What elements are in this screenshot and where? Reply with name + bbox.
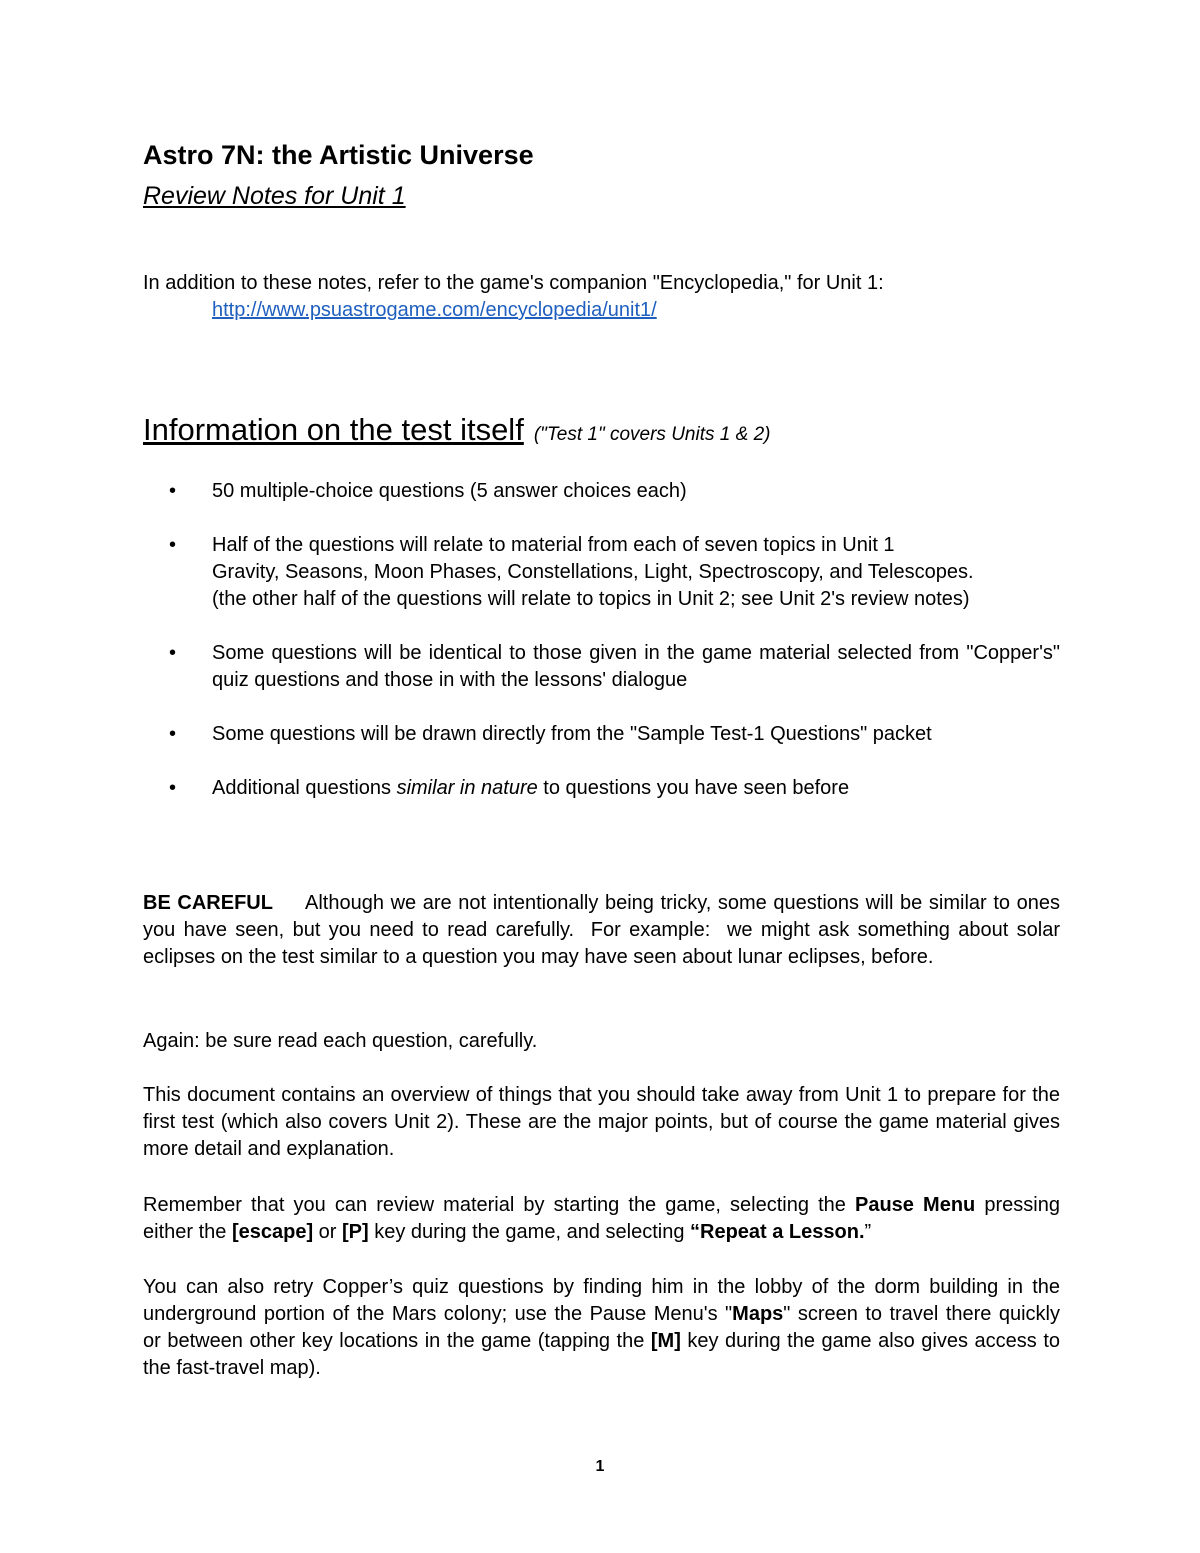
- intro-text: In addition to these notes, refer to the game's companion "Encyclopedia," for Unit 1:: [143, 272, 884, 294]
- bullet-emphasis: similar in nature: [396, 777, 538, 799]
- bullet-text-line: Half of the questions will relate to material from each of seven topics in Unit 1: [212, 534, 895, 556]
- bullet-text: 50 multiple-choice questions (5 answer choices each): [212, 480, 687, 502]
- careful-paragraph: [143, 890, 1066, 971]
- m-key-term: [M]: [650, 1330, 681, 1352]
- document-title: Astro 7N: the Artistic Universe: [143, 140, 534, 170]
- list-item: [143, 478, 1060, 505]
- encyclopedia-link[interactable]: http://www.psuastrogame.com/encyclopedia/unit1/: [212, 299, 657, 321]
- pause-menu-term: Pause Menu: [855, 1194, 976, 1216]
- bullet-text: Some questions will be identical to those given in the game material selected from "Copper's" quiz questions and those in with the lessons' dialogue: [212, 642, 1060, 691]
- bullet-icon: •: [169, 480, 177, 502]
- retry-text: You can also retry Copper’s quiz questions by finding him in the lobby of the dorm building in the underground portion of the Mars colony; use the Pause Menu's ": [143, 1276, 1060, 1325]
- bullet-text: Some questions will be drawn directly from the "Sample Test-1 Questions" packet: [212, 723, 932, 745]
- section-heading-note: ("Test 1" covers Units 1 & 2): [533, 424, 771, 445]
- bullet-text-line: Gravity, Seasons, Moon Phases, Constellations, Light, Spectroscopy, and Telescopes.: [212, 561, 974, 583]
- remember-text: Remember that you can review material by starting the game, selecting the: [143, 1194, 855, 1216]
- remember-paragraph: [143, 1192, 1060, 1246]
- again-paragraph: Again: be sure read each question, carefully.: [143, 1030, 538, 1052]
- p-key-term: [P]: [342, 1221, 369, 1243]
- remember-text: ”: [864, 1221, 872, 1243]
- escape-key-term: [escape]: [231, 1221, 314, 1243]
- list-item: [143, 532, 1060, 613]
- section-heading: [143, 412, 770, 448]
- careful-text: Although we are not intentionally being tricky, some questions will be similar to ones you have seen, but you need to read carefully. For example: we might ask something about solar eclipses on the test similar to a question you may have seen about lunar eclipses, before.: [143, 892, 1066, 968]
- careful-label: BE CAREFUL: [143, 892, 273, 914]
- bullet-text-line: (the other half of the questions will relate to topics in Unit 2; see Unit 2's review notes): [212, 588, 970, 610]
- retry-paragraph: [143, 1274, 1088, 1382]
- list-item: [143, 640, 1060, 694]
- document-subtitle: Review Notes for Unit 1: [143, 182, 406, 210]
- bullet-icon: •: [169, 534, 177, 556]
- section-heading-text: Information on the test itself: [143, 412, 524, 447]
- bullet-icon: •: [169, 723, 177, 745]
- remember-text: pressing either the: [143, 1194, 1060, 1243]
- remember-text: key during the game, and selecting: [368, 1221, 690, 1243]
- page-number: 1: [595, 1458, 605, 1475]
- remember-text: or: [313, 1221, 343, 1243]
- retry-text: " screen to travel there quickly or between other key locations in the game (tapping the: [143, 1303, 1088, 1352]
- retry-text: key during the game also gives access to the fast-travel map).: [143, 1330, 1060, 1379]
- list-item: [143, 775, 1060, 802]
- test-info-list: [143, 478, 1060, 829]
- bullet-text: to questions you have seen before: [537, 777, 850, 799]
- list-item: [143, 721, 1060, 748]
- overview-paragraph: This document contains an overview of things that you should take away from Unit 1 to prepare for the first test (which also covers Unit 2). These are the major points, but of course the game material gives more detail and explanation.: [143, 1084, 1060, 1160]
- repeat-lesson-term: “Repeat a Lesson.: [690, 1221, 865, 1243]
- bullet-text: Additional questions: [212, 777, 397, 799]
- maps-term: Maps: [732, 1303, 784, 1325]
- bullet-icon: •: [169, 642, 177, 664]
- bullet-icon: •: [169, 777, 177, 799]
